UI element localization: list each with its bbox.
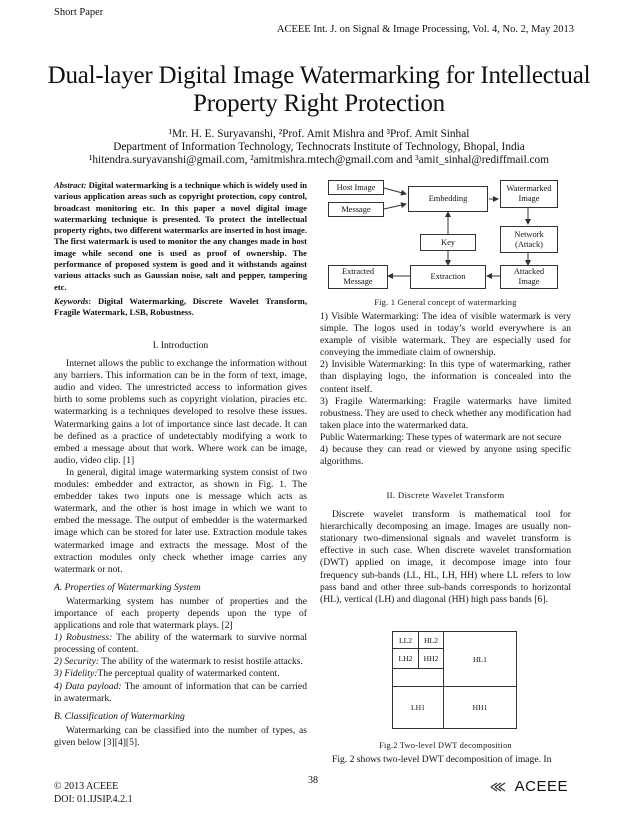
section-heading-introduction: I. Introduction [152,340,209,351]
attacked-image-box [500,265,558,289]
abstract-label: Abstract: [54,180,87,190]
property-name: 2) Security: [54,656,100,668]
keywords-text: : Digital Watermarking, Discrete Wavelet Transform, Fragile Watermark, LSB, Robustness. [54,296,307,318]
abstract-text: Digital watermarking is a technique which is widely used in various application areas such as copyright protection, copy control, broadcast monitoring etc. In this paper a novel digital image watermarking technique is presented. To protect the intellectual property rights, two different watermarks are inserted in host image. The first watermark is used to monitor the any changes made in host image while second one is used as proof of ownership. The performance of proposed system is good and it withstands against various attacks such as Gaussian noise, salt and pepper, tampering etc. [54,180,307,292]
author-names: ¹Mr. H. E. Suryavanshi, ²Prof. Amit Mishra and ³Prof. Amit Sinhal [168,128,470,140]
cell-hl2: HL2 [418,631,444,649]
introduction-section [54,340,307,749]
property-robustness [54,632,307,656]
cell-lh2: LH2 [392,648,419,669]
box-label: Attacked [513,267,545,276]
figure-2-dwt-grid [392,631,517,729]
property-name: 4) Data payload: [54,680,122,692]
box-label: Image [518,277,540,286]
property-name: 1) Robustness: [54,632,113,644]
network-attack-box [500,226,558,253]
message-box: Message [328,202,384,217]
type-public-cont: 4) because they can read or viewed by anyone using specific algorithms. [320,444,571,468]
property-text: The amount of information that can be carried in awatermark. [54,680,307,704]
cell-empty [392,668,444,687]
subsection-heading-classification: B. Classification of Watermarking [54,710,185,722]
type-public: Public Watermarking: These types of watermark are not secure [320,431,562,443]
copyright: © 2013 ACEEE [54,781,119,792]
extracted-message-box [328,265,388,289]
footer-left [54,780,133,806]
section-heading-dwt: II. Discrete Wavelet Transform [386,490,505,500]
dwt-paragraph: Discrete wavelet transform is mathematical tool for hierarchically decomposing an image. Images are usually non-stationary two-dimensional signals and wavelet transform is effective in such case. When discrete wavelet transformation (DWT) applied on image, it decompose image into four frequency sub-bands (LL, HL, LH, HH) where LL refers to low pass band and other three sub-bands corresponds to horizontal (HL), vertical (LH) and diagonal (HH) high pass bands [6]. [320,509,571,605]
type-visible: 1) Visible Watermarking: The idea of visible watermark is very simple. The logos used in today’s world everywhere is an example of visible watermark. They are especially used for conveying the immediate claim of ownership. [320,311,571,359]
watermark-types [320,311,571,468]
cell-hh1: HH1 [443,686,517,729]
journal-header: ACEEE Int. J. on Signal & Image Processing, Vol. 4, No. 2, May 2013 [276,24,574,35]
properties-paragraph: Watermarking system has number of properties and the importance of each property depends upon the type of applications and role that watermark plays. [2] [54,595,307,632]
property-security [54,656,307,668]
aceee-logo-text: ACEEE [514,778,568,795]
intro-paragraph-2: In general, digital image watermarking system consist of two modules: embedder and extractor, as shown in Fig. 1. The embedder takes two inputs one is message which acts as watermark, and the other is host image in which we want to embed the message. The output of embedder is the watermarked image which can be stored for later use. Extraction module takes watermarked image and extracts the message. Most of the extraction modules only check whether image carries any watermark or not. [54,466,307,575]
author-emails: ¹hitendra.suryavanshi@gmail.com, ²amitmishra.mtech@gmail.com and ³amit_sinhal@rediffmail.com [89,154,549,166]
closing-paragraph: Fig. 2 shows two-level DWT decomposition of image. In [332,754,552,765]
box-label: (Attack) [515,239,543,249]
box-label: Image [518,194,540,203]
subsection-heading-properties: A. Properties of Watermarking System [54,581,201,593]
page-number: 38 [308,775,318,786]
paper-title: Dual-layer Digital Image Watermarking for Intellectual Property Right Protection [47,62,591,117]
embedding-box: Embedding [408,186,488,212]
box-label: Extracted [341,267,375,276]
classification-paragraph: Watermarking can be classified into the number of types, as given below [3][4][5]. [54,724,307,748]
cell-hh2: HH2 [418,648,444,669]
figure-1-diagram [324,176,572,292]
box-label: Message [343,277,373,286]
aceee-logo-icon [489,780,511,794]
header-label: Short Paper [54,7,104,18]
doi: DOI: 01.IJSIP.4.2.1 [54,794,133,805]
property-name: 3) Fidelity: [54,668,98,680]
author-affiliation: Department of Information Technology, Technocrats Institute of Technology, Bhopal, India [113,141,525,153]
cell-ll2: LL2 [392,631,419,649]
host-image-box: Host Image [328,180,384,195]
keywords-label: Keywords [54,296,89,306]
author-block [20,128,618,167]
aceee-logo [489,778,568,795]
type-fragile: 3) Fragile Watermarking: Fragile watermarks have limited robustness. They are used to check whether any modification had taken place into the watermarked data. [320,395,571,431]
figure-1-caption: Fig. 1 General concept of watermarking [374,298,517,307]
watermarked-image-box [500,180,558,208]
property-text: The ability of the watermark to survive normal processing of content. [54,632,307,656]
type-invisible: 2) Invisible Watermarking: In this type of watermarking, rather than displaying logo, the information is concealed into the content itself. [320,359,571,395]
abstract [54,180,307,293]
cell-lh1: LH1 [392,686,444,729]
property-text: The perceptual quality of watermarked content. [97,668,280,680]
dwt-section [320,489,571,606]
key-box: Key [420,234,476,251]
extraction-box: Extraction [410,265,486,289]
property-payload [54,681,307,705]
property-fidelity [54,668,307,680]
keywords [54,296,307,319]
box-label: Network [514,229,544,239]
cell-hl1: HL1 [443,631,517,687]
figure-2-caption: Fig.2 Two-level DWT decomposition [379,741,512,750]
intro-paragraph-1: Internet allows the public to exchange the information without any barriers. This information can be in the form of text, image, audio and video. The unrestricted access to information gives birth to some problems such as copyright violation, piracies etc. watermarking is a techniques developed to resolve these issues. Watermarking gains a lot of importance since last decade. It can be defined as a practice of undetectably modifying a work to embed a message about that work. Where work can be image, audio, video clip. [1] [54,358,307,466]
property-text: The ability of the watermark to resist hostile attacks. [99,656,303,668]
box-label: Watermarked [506,184,552,193]
